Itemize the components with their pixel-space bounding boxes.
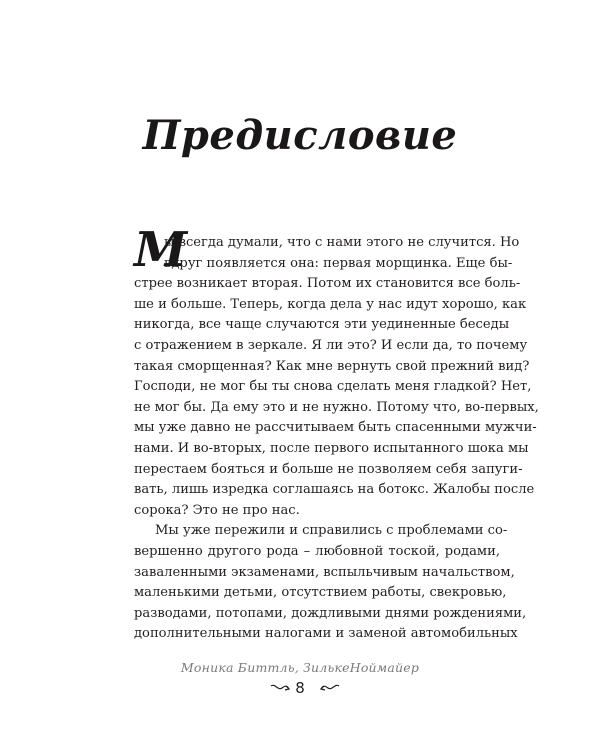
text-line: Мы уже пережили и справились с проблемами со- <box>155 523 508 539</box>
text-line: стрее возникает вторая. Потом их становится все боль- <box>134 276 521 292</box>
first-paragraph-rest <box>134 274 539 521</box>
text-line: не мог бы. Да ему это и не нужно. Потому что, во-первых, <box>134 399 539 415</box>
text-line: вершенно другого рода – любовной тоской, родами, <box>134 543 500 559</box>
running-footer-authors: Моника Биттль, ЗилькеНоймайер <box>180 660 420 675</box>
text-line: сорока? Это не про нас. <box>134 502 300 518</box>
right-flourish-icon <box>320 682 340 694</box>
text-line: дополнительными налогами и заменой автомобильных <box>134 626 518 642</box>
page-number: 8 <box>295 679 305 697</box>
text-line: маленькими детьми, отсутствием работы, свекровью, <box>134 585 507 601</box>
text-line: нами. И во-вторых, после первого испытанного шока мы <box>134 440 529 456</box>
text-line: с отражением в зеркале. Я ли это? И если да, то почему <box>134 337 528 353</box>
text-line: ше и больше. Теперь, когда дела у нас идут хорошо, как <box>134 296 527 312</box>
text-line: никогда, все чаще случаются эти уединенные беседы <box>134 317 510 333</box>
text-line: мы уже давно не рассчитываем быть спасенными мужчи- <box>134 420 537 436</box>
drop-cap: М <box>134 222 188 278</box>
text-line: вдруг появляется она: первая морщинка. Еще бы- <box>164 255 513 271</box>
text-line: заваленными экзаменами, вспыльчивым начальством, <box>134 564 515 580</box>
chapter-title: Предисловие <box>142 112 458 159</box>
first-paragraph-opening <box>134 233 520 274</box>
text-line: разводами, потопами, дождливыми днями рождениями, <box>134 605 527 621</box>
text-line: Господи, не мог бы ты снова сделать меня гладкой? Нет, <box>134 379 532 395</box>
text-line: вать, лишь изредка соглашаясь на ботокс. Жалобы после <box>134 482 535 498</box>
second-paragraph <box>134 521 527 645</box>
text-line: такая сморщенная? Как мне вернуть свой прежний вид? <box>134 358 530 374</box>
text-line: перестаем бояться и больше не позволяем себя запуги- <box>134 461 523 477</box>
body-text <box>134 233 539 645</box>
text-line: ы всегда думали, что с нами этого не случится. Но <box>164 235 520 250</box>
